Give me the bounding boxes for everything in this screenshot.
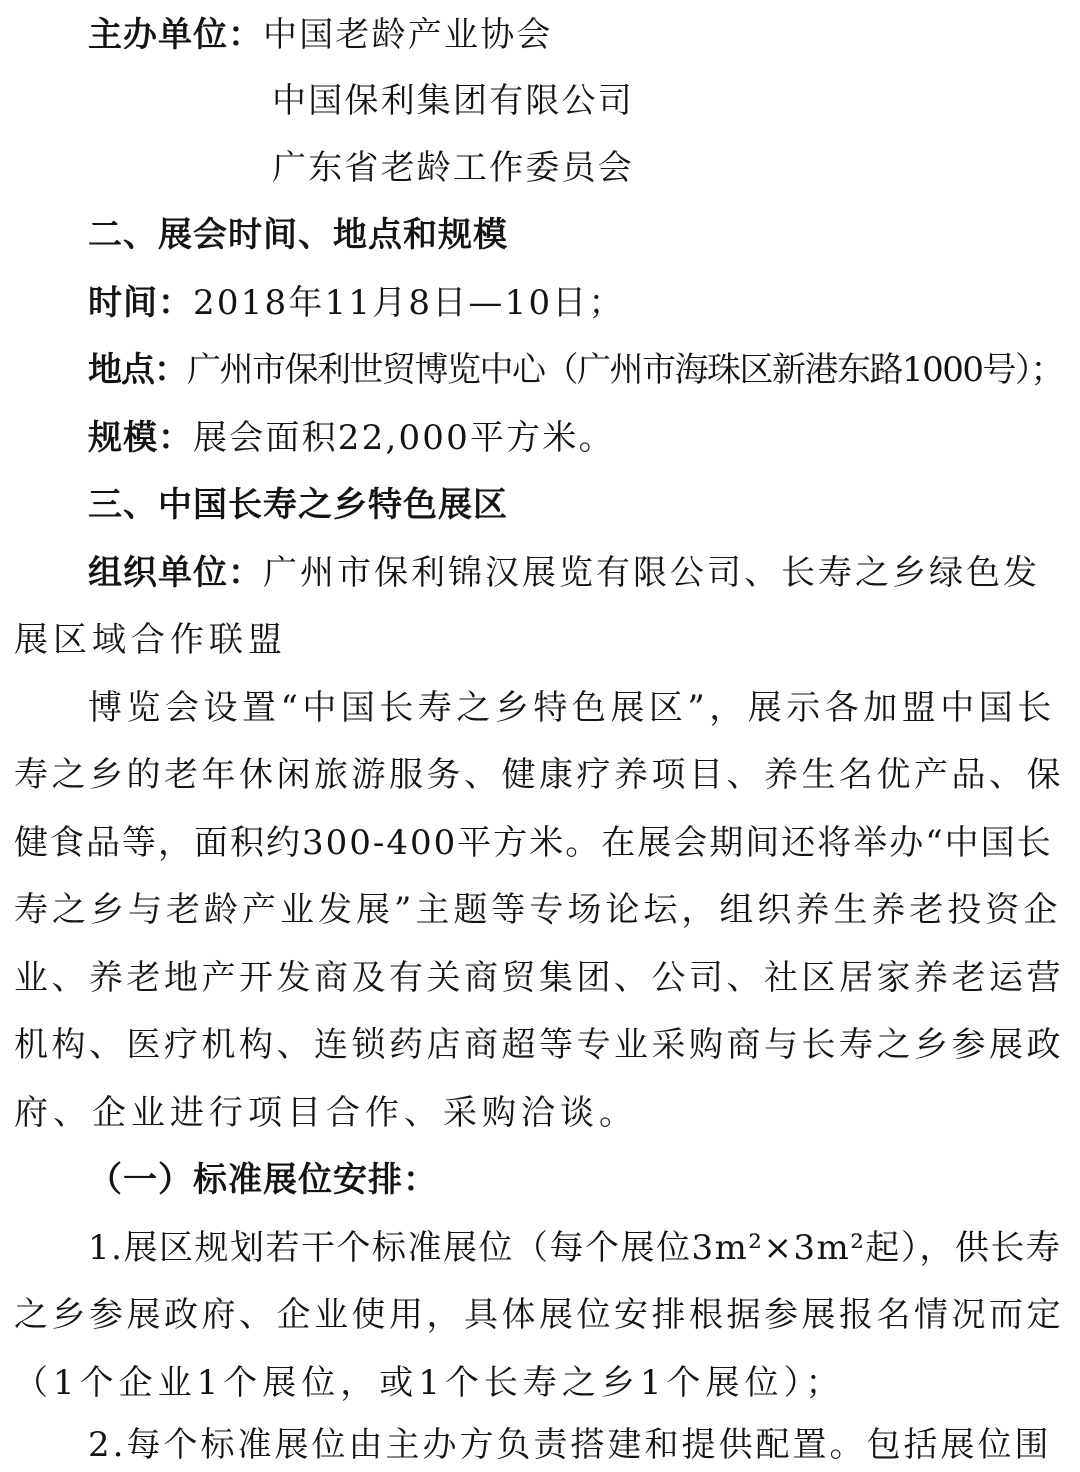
org-label: 组织单位： xyxy=(88,553,263,593)
section-heading: 二、展会时间、地点和规模 xyxy=(88,215,508,255)
scale-value: 展会面积22,000平方米。 xyxy=(193,418,615,458)
paragraph-line: 业、养老地产开发商及有关商贸集团、公司、社区居家养老运营 xyxy=(14,958,1064,998)
paragraph-line: 寿之乡的老年休闲旅游服务、健康疗养项目、养生名优产品、保 xyxy=(14,755,1064,795)
time-label: 时间： xyxy=(88,283,193,323)
paragraph-line: 府、企业进行项目合作、采购洽谈。 xyxy=(14,1093,638,1133)
organizer-name: 中国老龄产业协会 xyxy=(263,15,553,55)
booth-item-line: 1.展区规划若干个标准展位（每个展位3m²×3m²起），供长寿 xyxy=(88,1228,1062,1268)
place-value: 广州市保利世贸博览中心（广州市海珠区新港东路1000号）； xyxy=(187,350,1064,390)
paragraph-line: 寿之乡与老龄产业发展”主题等专场论坛，组织养生养老投资企 xyxy=(14,890,1062,930)
section-heading: 三、中国长寿之乡特色展区 xyxy=(88,485,508,525)
booth-item-line: 2.每个标准展位由主办方负责搭建和提供配置。包括展位围 xyxy=(88,1425,1052,1465)
booth-subheading: （一）标准展位安排： xyxy=(88,1160,438,1200)
scale-line xyxy=(88,413,615,463)
org-value: 广州市保利锦汉展览有限公司、长寿之乡绿色发 xyxy=(263,553,1040,593)
paragraph-line: 机构、医疗机构、连锁药店商超等专业采购商与长寿之乡参展政 xyxy=(14,1025,1064,1065)
time-value: 2018年11月8日—10日； xyxy=(193,283,625,323)
booth-item-line: 之乡参展政府、企业使用，具体展位安排根据参展报名情况而定 xyxy=(14,1295,1064,1335)
organizers-line-1 xyxy=(88,10,553,60)
organizer-name: 中国保利集团有限公司 xyxy=(272,81,634,121)
place-label: 地点： xyxy=(88,350,187,390)
org-line-2: 展区域合作联盟 xyxy=(14,620,287,660)
paragraph-line: 博览会设置“中国长寿之乡特色展区”，展示各加盟中国长 xyxy=(88,688,1056,728)
time-line xyxy=(88,278,625,328)
paragraph-line: 健食品等，面积约300-400平方米。在展会期间还将举办“中国长 xyxy=(14,823,1053,863)
org-line-1 xyxy=(88,548,1040,598)
scale-label: 规模： xyxy=(88,418,193,458)
booth-item-line: （1个企业1个展位，或1个长寿之乡1个展位）； xyxy=(14,1363,845,1403)
organizers-label: 主办单位： xyxy=(88,15,263,55)
place-line xyxy=(88,345,1063,395)
organizer-name: 广东省老龄工作委员会 xyxy=(272,148,634,188)
